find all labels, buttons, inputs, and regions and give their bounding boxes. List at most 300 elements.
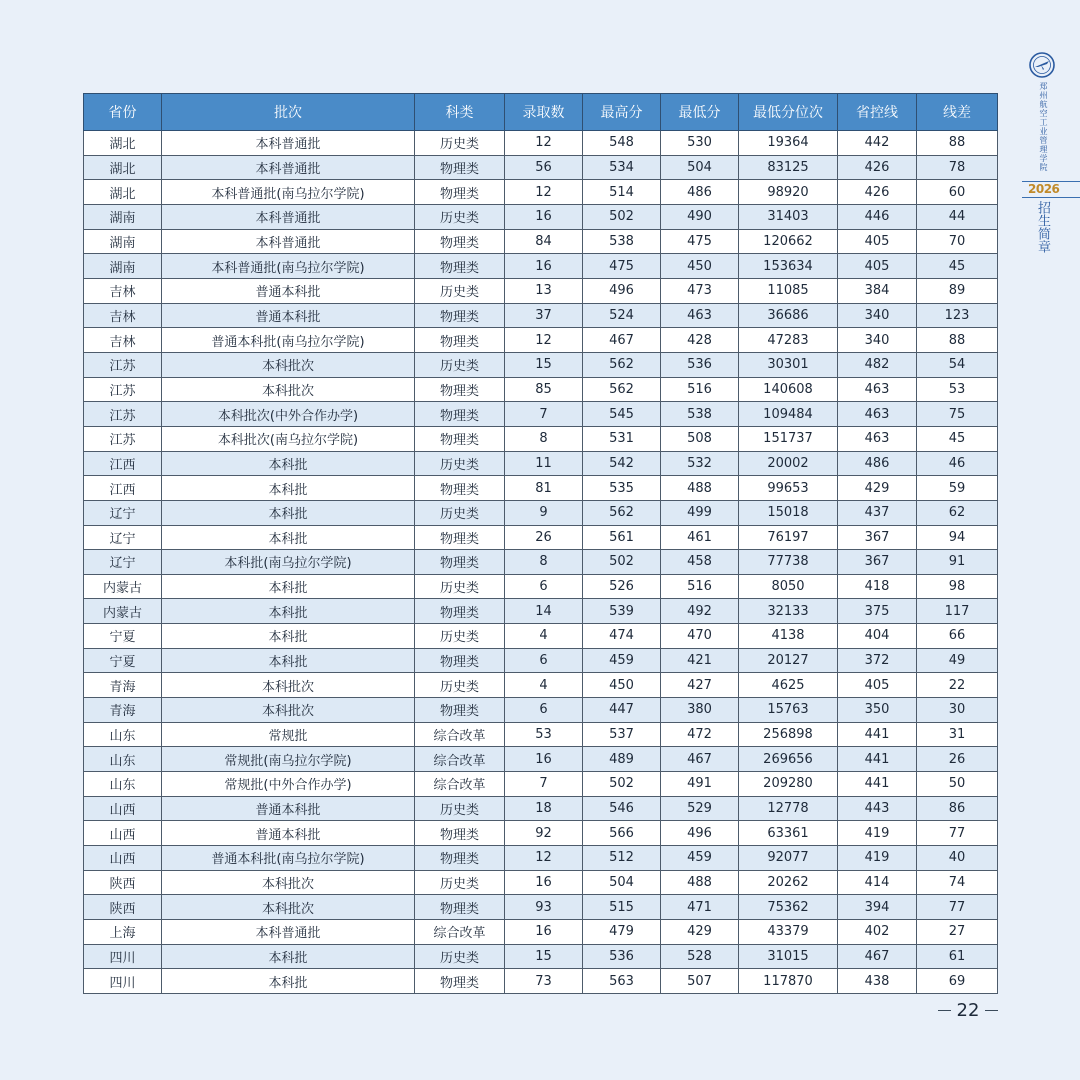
column-header: 科类 xyxy=(415,94,505,131)
table-cell: 441 xyxy=(838,747,917,772)
table-cell: 372 xyxy=(838,648,917,673)
table-cell: 340 xyxy=(838,328,917,353)
table-cell: 470 xyxy=(661,624,739,649)
table-cell: 66 xyxy=(917,624,998,649)
table-cell: 563 xyxy=(583,969,661,994)
table-cell: 450 xyxy=(583,673,661,698)
table-cell: 山西 xyxy=(84,796,162,821)
table-cell: 516 xyxy=(661,574,739,599)
page-number xyxy=(938,998,998,1022)
table-cell: 20262 xyxy=(739,870,838,895)
table-cell: 历史类 xyxy=(415,451,505,476)
table-cell: 467 xyxy=(661,747,739,772)
table-body xyxy=(84,131,998,994)
table-cell: 上海 xyxy=(84,920,162,945)
table-cell: 山西 xyxy=(84,821,162,846)
table-cell: 428 xyxy=(661,328,739,353)
table-cell: 529 xyxy=(661,796,739,821)
table-cell: 18 xyxy=(505,796,583,821)
table-cell: 综合改革 xyxy=(415,772,505,797)
table-cell: 4138 xyxy=(739,624,838,649)
table-cell: 77 xyxy=(917,895,998,920)
table-cell: 综合改革 xyxy=(415,747,505,772)
table-cell: 499 xyxy=(661,500,739,525)
table-cell: 湖北 xyxy=(84,131,162,156)
table-cell: 120662 xyxy=(739,229,838,254)
table-cell: 本科批次 xyxy=(162,870,415,895)
table-cell: 496 xyxy=(661,821,739,846)
table-row xyxy=(84,895,998,920)
table-cell: 475 xyxy=(583,254,661,279)
admission-guide-title: 招生简章 xyxy=(1035,201,1050,253)
table-cell: 4625 xyxy=(739,673,838,698)
table-cell: 四川 xyxy=(84,944,162,969)
table-cell: 545 xyxy=(583,402,661,427)
table-cell: 514 xyxy=(583,180,661,205)
table-cell: 12 xyxy=(505,180,583,205)
table-cell: 45 xyxy=(917,426,998,451)
table-cell: 474 xyxy=(583,624,661,649)
table-cell: 物理类 xyxy=(415,402,505,427)
table-cell: 31015 xyxy=(739,944,838,969)
table-row xyxy=(84,451,998,476)
table-cell: 四川 xyxy=(84,969,162,994)
table-cell: 528 xyxy=(661,944,739,969)
table-cell: 472 xyxy=(661,722,739,747)
table-row xyxy=(84,796,998,821)
table-cell: 117870 xyxy=(739,969,838,994)
table-cell: 54 xyxy=(917,352,998,377)
table-cell: 历史类 xyxy=(415,870,505,895)
table-cell: 418 xyxy=(838,574,917,599)
table-cell: 512 xyxy=(583,846,661,871)
table-cell: 普通本科批 xyxy=(162,303,415,328)
table-cell: 本科批次 xyxy=(162,377,415,402)
table-cell: 13 xyxy=(505,278,583,303)
table-cell: 物理类 xyxy=(415,846,505,871)
table-cell: 536 xyxy=(661,352,739,377)
table-cell: 62 xyxy=(917,500,998,525)
table-cell: 61 xyxy=(917,944,998,969)
table-cell: 物理类 xyxy=(415,180,505,205)
table-cell: 15763 xyxy=(739,698,838,723)
table-cell: 山西 xyxy=(84,846,162,871)
table-cell: 43379 xyxy=(739,920,838,945)
table-row xyxy=(84,944,998,969)
table-row xyxy=(84,747,998,772)
table-cell: 14 xyxy=(505,599,583,624)
table-cell: 本科批次(中外合作办学) xyxy=(162,402,415,427)
divider xyxy=(1022,197,1080,198)
table-cell: 76197 xyxy=(739,525,838,550)
column-header: 最低分位次 xyxy=(739,94,838,131)
table-header xyxy=(84,94,998,131)
table-cell: 本科普通批(南乌拉尔学院) xyxy=(162,180,415,205)
table-cell: 504 xyxy=(661,155,739,180)
table-cell: 561 xyxy=(583,525,661,550)
table-cell: 93 xyxy=(505,895,583,920)
table-cell: 本科批 xyxy=(162,599,415,624)
table-cell: 30301 xyxy=(739,352,838,377)
table-cell: 12 xyxy=(505,131,583,156)
table-cell: 404 xyxy=(838,624,917,649)
table-cell: 8050 xyxy=(739,574,838,599)
table-cell: 本科普通批(南乌拉尔学院) xyxy=(162,254,415,279)
table-cell: 74 xyxy=(917,870,998,895)
university-name: 郑州航空工业管理学院 xyxy=(1039,82,1048,172)
year-label: 2026 xyxy=(1028,182,1060,196)
table-cell: 32133 xyxy=(739,599,838,624)
table-cell: 江苏 xyxy=(84,352,162,377)
table-cell: 86 xyxy=(917,796,998,821)
table-cell: 92 xyxy=(505,821,583,846)
table-cell: 502 xyxy=(583,204,661,229)
column-header: 省控线 xyxy=(838,94,917,131)
table-cell: 53 xyxy=(505,722,583,747)
table-row xyxy=(84,821,998,846)
table-cell: 426 xyxy=(838,180,917,205)
table-cell: 109484 xyxy=(739,402,838,427)
table-cell: 546 xyxy=(583,796,661,821)
table-cell: 12 xyxy=(505,846,583,871)
table-cell: 历史类 xyxy=(415,131,505,156)
table-cell: 物理类 xyxy=(415,229,505,254)
table-row xyxy=(84,722,998,747)
table-cell: 辽宁 xyxy=(84,525,162,550)
table-cell: 426 xyxy=(838,155,917,180)
table-cell: 507 xyxy=(661,969,739,994)
table-cell: 6 xyxy=(505,574,583,599)
table-cell: 524 xyxy=(583,303,661,328)
table-cell: 63361 xyxy=(739,821,838,846)
table-cell: 江西 xyxy=(84,476,162,501)
table-cell: 本科批 xyxy=(162,944,415,969)
table-cell: 物理类 xyxy=(415,648,505,673)
table-cell: 吉林 xyxy=(84,328,162,353)
university-logo-icon xyxy=(1029,52,1055,78)
table-cell: 物理类 xyxy=(415,599,505,624)
table-cell: 12 xyxy=(505,328,583,353)
table-cell: 27 xyxy=(917,920,998,945)
table-cell: 湖北 xyxy=(84,155,162,180)
table-cell: 江苏 xyxy=(84,402,162,427)
table-cell: 367 xyxy=(838,550,917,575)
table-cell: 85 xyxy=(505,377,583,402)
table-cell: 历史类 xyxy=(415,204,505,229)
table-cell: 20127 xyxy=(739,648,838,673)
table-cell: 548 xyxy=(583,131,661,156)
table-cell: 本科批次 xyxy=(162,673,415,698)
table-cell: 536 xyxy=(583,944,661,969)
table-cell: 429 xyxy=(838,476,917,501)
table-cell: 526 xyxy=(583,574,661,599)
table-cell: 486 xyxy=(661,180,739,205)
table-cell: 本科批 xyxy=(162,476,415,501)
table-cell: 综合改革 xyxy=(415,920,505,945)
table-cell: 402 xyxy=(838,920,917,945)
table-cell: 117 xyxy=(917,599,998,624)
table-cell: 534 xyxy=(583,155,661,180)
table-cell: 492 xyxy=(661,599,739,624)
table-cell: 442 xyxy=(838,131,917,156)
table-cell: 438 xyxy=(838,969,917,994)
table-row xyxy=(84,969,998,994)
table-cell: 本科批次 xyxy=(162,895,415,920)
table-cell: 物理类 xyxy=(415,969,505,994)
table-cell: 普通本科批(南乌拉尔学院) xyxy=(162,328,415,353)
table-cell: 490 xyxy=(661,204,739,229)
table-cell: 本科批 xyxy=(162,500,415,525)
table-cell: 367 xyxy=(838,525,917,550)
table-cell: 本科批 xyxy=(162,451,415,476)
table-cell: 475 xyxy=(661,229,739,254)
table-cell: 26 xyxy=(505,525,583,550)
table-cell: 30 xyxy=(917,698,998,723)
table-row xyxy=(84,303,998,328)
table-cell: 461 xyxy=(661,525,739,550)
table-cell: 8 xyxy=(505,426,583,451)
table-cell: 历史类 xyxy=(415,796,505,821)
table-cell: 380 xyxy=(661,698,739,723)
table-cell: 普通本科批 xyxy=(162,796,415,821)
table-cell: 447 xyxy=(583,698,661,723)
table-row xyxy=(84,648,998,673)
column-header: 最低分 xyxy=(661,94,739,131)
table-cell: 36686 xyxy=(739,303,838,328)
table-cell: 吉林 xyxy=(84,278,162,303)
table-cell: 常规批 xyxy=(162,722,415,747)
table-cell: 419 xyxy=(838,846,917,871)
table-cell: 375 xyxy=(838,599,917,624)
table-cell: 88 xyxy=(917,131,998,156)
table-cell: 482 xyxy=(838,352,917,377)
table-cell: 青海 xyxy=(84,673,162,698)
table-cell: 98 xyxy=(917,574,998,599)
table-cell: 江西 xyxy=(84,451,162,476)
table-cell: 488 xyxy=(661,870,739,895)
table-cell: 物理类 xyxy=(415,476,505,501)
table-cell: 467 xyxy=(583,328,661,353)
table-cell: 37 xyxy=(505,303,583,328)
page-number-value: 22 xyxy=(956,999,980,1021)
table-cell: 479 xyxy=(583,920,661,945)
table-cell: 471 xyxy=(661,895,739,920)
table-row xyxy=(84,772,998,797)
table-cell: 473 xyxy=(661,278,739,303)
table-cell: 本科批次 xyxy=(162,698,415,723)
table-cell: 458 xyxy=(661,550,739,575)
table-cell: 531 xyxy=(583,426,661,451)
table-cell: 443 xyxy=(838,796,917,821)
table-cell: 历史类 xyxy=(415,624,505,649)
table-cell: 湖南 xyxy=(84,254,162,279)
table-cell: 22 xyxy=(917,673,998,698)
table-cell: 516 xyxy=(661,377,739,402)
table-cell: 467 xyxy=(838,944,917,969)
table-cell: 青海 xyxy=(84,698,162,723)
table-cell: 综合改革 xyxy=(415,722,505,747)
table-cell: 405 xyxy=(838,254,917,279)
table-cell: 427 xyxy=(661,673,739,698)
table-row xyxy=(84,870,998,895)
table-cell: 562 xyxy=(583,500,661,525)
table-cell: 488 xyxy=(661,476,739,501)
table-cell: 宁夏 xyxy=(84,648,162,673)
table-cell: 4 xyxy=(505,624,583,649)
table-cell: 常规批(中外合作办学) xyxy=(162,772,415,797)
table-cell: 辽宁 xyxy=(84,550,162,575)
table-cell: 53 xyxy=(917,377,998,402)
table-row xyxy=(84,155,998,180)
table-cell: 湖南 xyxy=(84,204,162,229)
table-cell: 99653 xyxy=(739,476,838,501)
table-cell: 历史类 xyxy=(415,574,505,599)
table-cell: 本科批 xyxy=(162,648,415,673)
table-cell: 12778 xyxy=(739,796,838,821)
table-cell: 88 xyxy=(917,328,998,353)
table-cell: 7 xyxy=(505,772,583,797)
table-cell: 山东 xyxy=(84,722,162,747)
table-cell: 562 xyxy=(583,352,661,377)
table-cell: 物理类 xyxy=(415,698,505,723)
table-cell: 历史类 xyxy=(415,352,505,377)
table-cell: 物理类 xyxy=(415,426,505,451)
table-cell: 98920 xyxy=(739,180,838,205)
table-cell: 16 xyxy=(505,747,583,772)
table-cell: 441 xyxy=(838,722,917,747)
table-cell: 566 xyxy=(583,821,661,846)
table-cell: 75 xyxy=(917,402,998,427)
table-cell: 16 xyxy=(505,204,583,229)
table-cell: 496 xyxy=(583,278,661,303)
table-cell: 463 xyxy=(838,377,917,402)
table-cell: 普通本科批 xyxy=(162,278,415,303)
table-cell: 本科批 xyxy=(162,969,415,994)
admission-score-table-container xyxy=(83,93,997,994)
table-cell: 物理类 xyxy=(415,821,505,846)
table-cell: 123 xyxy=(917,303,998,328)
table-cell: 209280 xyxy=(739,772,838,797)
table-cell: 59 xyxy=(917,476,998,501)
table-cell: 9 xyxy=(505,500,583,525)
table-cell: 94 xyxy=(917,525,998,550)
table-cell: 441 xyxy=(838,772,917,797)
table-row xyxy=(84,278,998,303)
table-cell: 物理类 xyxy=(415,155,505,180)
admission-score-table xyxy=(83,93,998,994)
table-cell: 532 xyxy=(661,451,739,476)
table-cell: 542 xyxy=(583,451,661,476)
table-cell: 78 xyxy=(917,155,998,180)
table-row xyxy=(84,599,998,624)
table-cell: 256898 xyxy=(739,722,838,747)
table-cell: 340 xyxy=(838,303,917,328)
table-row xyxy=(84,377,998,402)
table-cell: 普通本科批 xyxy=(162,821,415,846)
table-cell: 常规批(南乌拉尔学院) xyxy=(162,747,415,772)
table-cell: 75362 xyxy=(739,895,838,920)
table-cell: 421 xyxy=(661,648,739,673)
table-cell: 本科普通批 xyxy=(162,920,415,945)
table-row xyxy=(84,574,998,599)
column-header: 省份 xyxy=(84,94,162,131)
table-cell: 419 xyxy=(838,821,917,846)
table-row xyxy=(84,352,998,377)
table-cell: 504 xyxy=(583,870,661,895)
table-cell: 84 xyxy=(505,229,583,254)
table-cell: 湖南 xyxy=(84,229,162,254)
table-cell: 73 xyxy=(505,969,583,994)
table-cell: 本科批 xyxy=(162,574,415,599)
table-row xyxy=(84,328,998,353)
table-cell: 6 xyxy=(505,698,583,723)
table-cell: 459 xyxy=(583,648,661,673)
table-cell: 陕西 xyxy=(84,895,162,920)
table-cell: 物理类 xyxy=(415,525,505,550)
table-cell: 153634 xyxy=(739,254,838,279)
table-cell: 537 xyxy=(583,722,661,747)
table-row xyxy=(84,180,998,205)
table-cell: 437 xyxy=(838,500,917,525)
table-cell: 内蒙古 xyxy=(84,574,162,599)
table-cell: 69 xyxy=(917,969,998,994)
table-cell: 物理类 xyxy=(415,377,505,402)
table-cell: 77 xyxy=(917,821,998,846)
column-header: 最高分 xyxy=(583,94,661,131)
table-cell: 31 xyxy=(917,722,998,747)
table-cell: 11 xyxy=(505,451,583,476)
table-cell: 16 xyxy=(505,254,583,279)
table-row xyxy=(84,673,998,698)
table-cell: 本科普通批 xyxy=(162,204,415,229)
page-number-dash xyxy=(985,1010,998,1011)
table-cell: 463 xyxy=(838,402,917,427)
table-cell: 山东 xyxy=(84,772,162,797)
table-cell: 269656 xyxy=(739,747,838,772)
table-cell: 60 xyxy=(917,180,998,205)
table-row xyxy=(84,698,998,723)
column-header: 录取数 xyxy=(505,94,583,131)
table-cell: 151737 xyxy=(739,426,838,451)
table-cell: 11085 xyxy=(739,278,838,303)
table-cell: 20002 xyxy=(739,451,838,476)
table-row xyxy=(84,254,998,279)
table-cell: 江苏 xyxy=(84,426,162,451)
table-cell: 489 xyxy=(583,747,661,772)
table-cell: 历史类 xyxy=(415,278,505,303)
table-cell: 物理类 xyxy=(415,303,505,328)
table-cell: 405 xyxy=(838,673,917,698)
table-row xyxy=(84,500,998,525)
table-cell: 56 xyxy=(505,155,583,180)
table-cell: 538 xyxy=(661,402,739,427)
table-cell: 15018 xyxy=(739,500,838,525)
table-cell: 140608 xyxy=(739,377,838,402)
table-cell: 46 xyxy=(917,451,998,476)
table-cell: 内蒙古 xyxy=(84,599,162,624)
table-cell: 本科普通批 xyxy=(162,229,415,254)
table-cell: 江苏 xyxy=(84,377,162,402)
table-cell: 历史类 xyxy=(415,944,505,969)
table-cell: 26 xyxy=(917,747,998,772)
table-cell: 本科普通批 xyxy=(162,155,415,180)
table-cell: 本科批 xyxy=(162,525,415,550)
table-cell: 宁夏 xyxy=(84,624,162,649)
table-cell: 414 xyxy=(838,870,917,895)
table-row xyxy=(84,229,998,254)
table-cell: 4 xyxy=(505,673,583,698)
table-cell: 538 xyxy=(583,229,661,254)
